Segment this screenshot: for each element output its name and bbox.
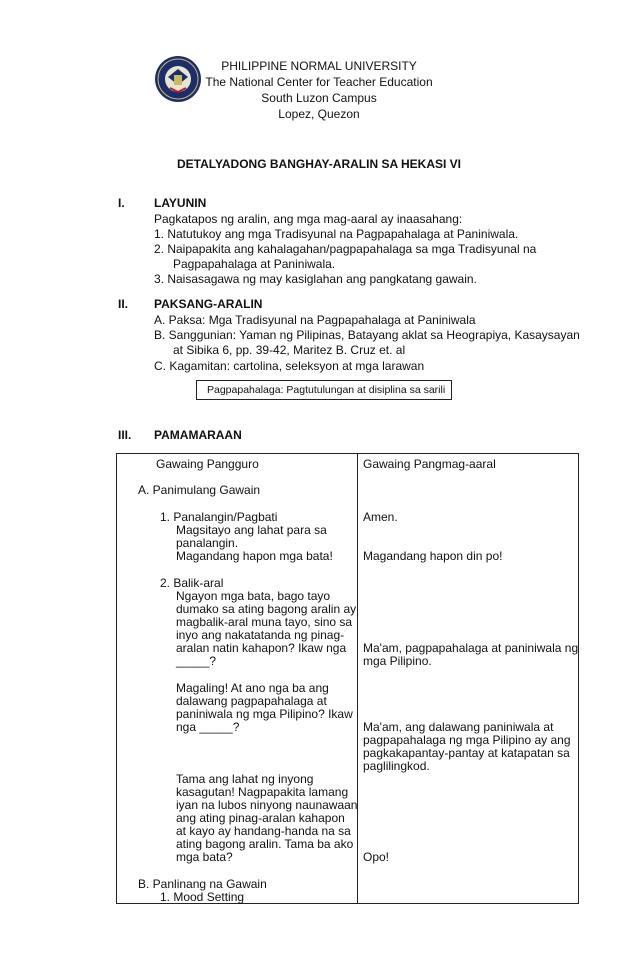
section-a-label: A. Panimulang Gawain [138, 483, 261, 497]
student-response: Ma'am, ang dalawang paniniwala at [363, 720, 554, 734]
section-3-title: PAMAMARAAN [154, 428, 242, 442]
subject-matter-item: C. Kagamitan: cartolina, seleksyon at mga larawan [154, 359, 425, 373]
teacher-line: iyan na lubos ninyong naunawaan [176, 798, 358, 812]
teacher-line: mga bata? [176, 850, 233, 864]
subject-matter-item: A. Paksa: Mga Tradisyunal na Pagpapahalaga at Paniniwala [154, 313, 476, 327]
teacher-line: nga _____? [176, 720, 240, 734]
teacher-line: Magaling! At ano nga ba ang [176, 681, 329, 695]
teacher-line: aralan natin kahapon? Ikaw nga [176, 641, 347, 655]
teacher-line: Magandang hapon mga bata! [176, 549, 333, 563]
student-response: mga Pilipino. [363, 654, 432, 668]
teacher-line: Ngayon mga bata, bago tayo [176, 589, 331, 603]
teacher-line: Tama ang lahat ng inyong [176, 772, 314, 786]
teacher-line: kasagutan! Nagpapakita lamang [176, 785, 349, 799]
subject-matter-item: B. Sanggunian: Yaman ng Pilipinas, Batayang aklat sa Heograpiya, Kasaysayan [154, 328, 580, 342]
campus-name: South Luzon Campus [261, 91, 377, 105]
student-response: Magandang hapon din po! [363, 549, 503, 563]
objective-item: 2. Naipapakita ang kahalagahan/pagpapahalaga sa mga Tradisyunal na [154, 242, 537, 256]
student-response: pagkakapantay-pantay at katapatan sa [363, 746, 570, 760]
section-1-number: I. [118, 196, 125, 210]
teacher-line: dalawang pagpapahalaga at [176, 694, 327, 708]
document-title: DETALYADONG BANGHAY-ARALIN SA HEKASI VI [176, 157, 462, 171]
student-response: Ma'am, pagpapahalaga at paniniwala ng [363, 641, 579, 655]
section-1-title: LAYUNIN [154, 196, 207, 210]
student-response: pagpapahalaga ng mga Pilipino ay ang [363, 733, 571, 747]
teacher-line: panalangin. [176, 536, 239, 550]
teacher-line: at kayo ay handang-handa na sa [176, 824, 351, 838]
teacher-line: Magsitayo ang lahat para sa [176, 523, 327, 537]
student-column-header: Gawaing Pangmag-aaral [363, 457, 496, 471]
item-1-label: 1. Panalangin/Pagbati [160, 510, 278, 524]
section-3-number: III. [118, 428, 132, 442]
item-mood-setting-label: 1. Mood Setting [160, 890, 245, 904]
student-response: Opo! [363, 850, 390, 864]
teacher-column-header: Gawaing Pangguro [156, 457, 259, 471]
teacher-line: _____? [176, 654, 217, 668]
section-2-title: PAKSANG-ARALIN [154, 297, 263, 311]
item-2-label: 2. Balik-aral [160, 576, 224, 590]
table-column-divider [357, 453, 358, 904]
objective-item: 3. Naisasagawa ng may kasiglahan ang pangkatang gawain. [154, 272, 477, 286]
teacher-line: ang ating pinag-aralan kahapon [176, 811, 345, 825]
section-b-label: B. Panlinang na Gawain [138, 877, 267, 891]
objective-item: 1. Natutukoy ang mga Tradisyunal na Pagpapahalaga at Paniniwala. [154, 227, 519, 241]
section-1-intro: Pagkatapos ng aralin, ang mga mag-aaral ay inaasahang: [154, 212, 463, 226]
center-name: The National Center for Teacher Education [205, 75, 433, 89]
teacher-line: dumako sa ating bagong aralin ay [176, 602, 357, 616]
teacher-line: magbalik-aral muna tayo, sino sa [176, 615, 353, 629]
student-response: paglilingkod. [363, 759, 430, 773]
subject-matter-item-continued: at Sibika 6, pp. 39-42, Maritez B. Cruz et. al [173, 343, 406, 357]
teacher-line: inyo ang nakatatanda ng pinag- [176, 628, 345, 642]
campus-location: Lopez, Quezon [278, 107, 360, 121]
section-2-number: II. [118, 297, 129, 311]
teacher-line: ating bagong aralin. Tama ba ako [176, 837, 354, 851]
university-name: PHILIPPINE NORMAL UNIVERSITY [221, 59, 417, 73]
values-box: Pagpapahalaga: Pagtutulungan at disiplina sa sarili [196, 380, 452, 400]
student-response: Amen. [363, 510, 398, 524]
teacher-line: paniniwala ng mga Pilipino? Ikaw [176, 707, 353, 721]
objective-item-continued: Pagpapahalaga at Paniniwala. [173, 257, 336, 271]
